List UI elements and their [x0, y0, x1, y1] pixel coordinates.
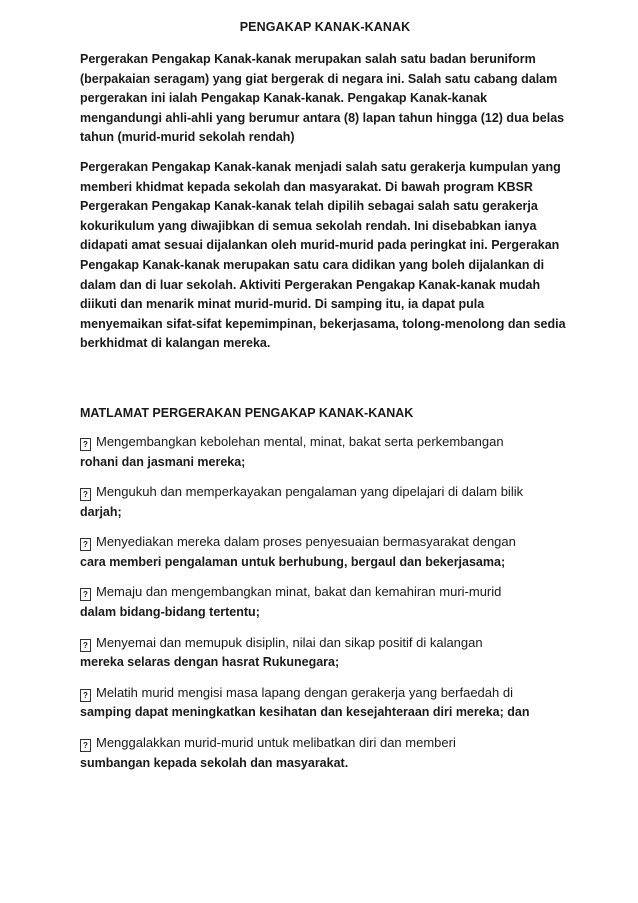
goal-item: [80, 733, 570, 773]
goal-item: [80, 432, 570, 472]
missing-glyph-icon: ?: [80, 639, 91, 652]
goal-item: [80, 582, 570, 622]
missing-glyph-icon: ?: [80, 588, 91, 601]
goal-text-rest: cara memberi pengalaman untuk berhubung, bergaul dan bekerjasama;: [80, 554, 506, 569]
goal-text-rest: dalam bidang-bidang tertentu;: [80, 605, 260, 620]
intro-paragraph-1: Pergerakan Pengakap Kanak-kanak merupakan salah satu badan beruniform (berpakaian seragam) yang giat bergerak di negara ini. Salah satu cabang dalam pergerakan ini ialah Pengakap Kanak-kanak. Pengakap Kanak-kanak mengandungi ahli-ahli yang berumur antara (8) lapan tahun hingga (12) dua belas tahun (murid-murid sekolah rendah): [80, 52, 565, 145]
goal-text-first: Memaju dan mengembangkan minat, bakat dan kemahiran muri-murid: [96, 584, 502, 600]
goal-text-rest: mereka selaras dengan hasrat Rukunegara;: [80, 655, 340, 670]
goal-item: [80, 482, 570, 522]
goal-item: [80, 532, 570, 572]
missing-glyph-icon: ?: [80, 488, 91, 501]
missing-glyph-icon: ?: [80, 438, 91, 451]
goal-text-rest: sumbangan kepada sekolah dan masyarakat.: [80, 755, 349, 770]
goal-text-rest: darjah;: [80, 504, 122, 519]
missing-glyph-icon: ?: [80, 689, 91, 702]
intro-paragraph-2: Pergerakan Pengakap Kanak-kanak menjadi salah satu gerakerja kumpulan yang memberi khidmat kepada sekolah dan masyarakat. Di bawah program KBSR Pergerakan Pengakap Kanak-kanak telah dipilih sebagai salah satu gerakerja kokurikulum yang diwajibkan di semua sekolah rendah. Ini disebabkan ianya didapati amat sesuai dijalankan oleh murid-murid pada peringkat ini. Pergerakan Pengakap Kanak-kanak merupakan satu cara didikan yang boleh dijalankan di dalam dan di luar sekolah. Aktiviti Pergerakan Pengakap Kanak-kanak mudah diikuti dan menarik minat murid-murid. Di samping itu, ia dapat pula menyemaikan sifat-sifat kepemimpinan, bekerjasama, tolong-menolong dan sedia berkhidmat di kalangan mereka.: [80, 159, 566, 351]
missing-glyph-icon: ?: [80, 538, 91, 551]
goal-text-rest: samping dapat meningkatkan kesihatan dan kesejahteraan diri mereka; dan: [80, 705, 530, 720]
goal-text-first: Melatih murid mengisi masa lapang dengan gerakerja yang berfaedah di: [96, 684, 513, 700]
section-title: MATLAMAT PERGERAKAN PENGAKAP KANAK-KANAK: [80, 405, 414, 420]
goal-text-first: Menyemai dan memupuk disiplin, nilai dan sikap positif di kalangan: [96, 634, 483, 650]
document-title: PENGAKAP KANAK-KANAK: [239, 20, 411, 34]
goal-text-first: Mengukuh dan memperkayakan pengalaman yang dipelajari di dalam bilik: [96, 484, 524, 500]
goal-item: [80, 633, 570, 673]
goal-text-first: Menyediakan mereka dalam proses penyesuaian bermasyarakat dengan: [96, 534, 516, 550]
goal-text-first: Menggalakkan murid-murid untuk melibatkan diri dan memberi: [96, 735, 456, 751]
missing-glyph-icon: ?: [80, 739, 91, 752]
goal-text-first: Mengembangkan kebolehan mental, minat, bakat serta perkembangan: [96, 433, 504, 449]
goal-text-rest: rohani dan jasmani mereka;: [80, 454, 246, 469]
goal-item: [80, 683, 570, 723]
document-page: [80, 14, 570, 783]
